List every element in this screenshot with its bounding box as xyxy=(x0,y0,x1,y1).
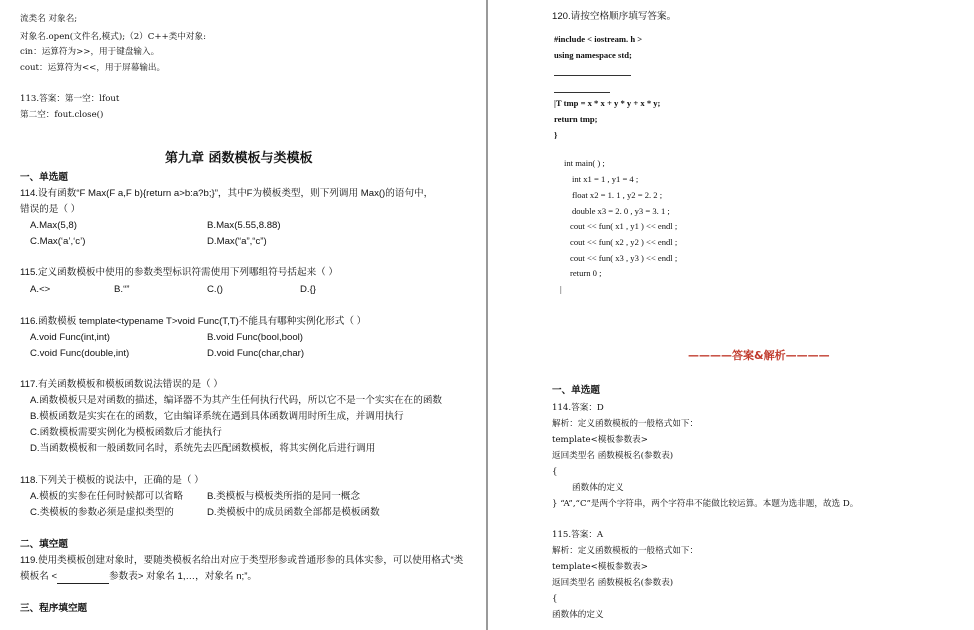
option: A.模板的实参在任何时候都可以省略 xyxy=(30,491,183,502)
note-line: cout：运算符为<<，用于屏幕输出。 xyxy=(20,63,166,73)
answer-line: 115.答案：A xyxy=(552,530,604,540)
question-stem-line xyxy=(20,570,257,584)
code-blank xyxy=(554,75,631,76)
question-stem: 115.定义函数模板中使用的参数类型标识符需使用下列哪组符号括起来（ ） xyxy=(20,267,339,278)
option: D.当函数模板和一般函数同名时，系统先去匹配函数模板，将其实例化后进行调用 xyxy=(30,443,376,454)
code-line: int x1 = 1 , y1 = 4 ; xyxy=(572,174,639,184)
option: B.void Func(bool,bool) xyxy=(207,332,303,343)
answer-line: 解析：定义函数模板的一般格式如下： xyxy=(552,546,699,556)
code-line: | xyxy=(560,284,562,294)
option: B.Max(5.55,8.88) xyxy=(207,220,281,231)
code-line: |T tmp = x * x + y * y + x * y; xyxy=(554,98,661,108)
question-stem: 118.下列关于模板的说法中，正确的是（ ） xyxy=(20,475,204,486)
chapter-title: 第九章 函数模板与类模板 xyxy=(165,151,313,166)
question-stem: 120.请按空格顺序填写答案。 xyxy=(552,11,677,22)
code-line: using namespace std; xyxy=(554,50,632,60)
question-stem: 错误的是（ ） xyxy=(20,204,81,215)
section-heading: 二、填空题 xyxy=(20,539,68,550)
answer-line: 函数体的定义 xyxy=(572,483,624,493)
option: C.函数模板需要实例化为模板函数后才能执行 xyxy=(30,427,222,438)
option: B.“” xyxy=(114,284,130,295)
option: A.<> xyxy=(30,284,51,295)
option: D.类模板中的成员函数全部都是模板函数 xyxy=(207,507,380,518)
fill-blank xyxy=(57,573,109,584)
option: A.void Func(int,int) xyxy=(30,332,110,343)
code-line: } xyxy=(554,130,558,140)
option: A.函数模板只是对函数的描述，编译器不为其产生任何执行代码，所以它不是一个实实在在的函数 xyxy=(30,395,443,406)
option: C.void Func(double,int) xyxy=(30,348,130,359)
question-stem: 117.有关函数模板和模板函数说法错误的是（ ） xyxy=(20,379,223,390)
answer-section-header: ————答案&解析———— xyxy=(688,349,830,362)
code-line: cout << fun( x2 , y2 ) << endl ; xyxy=(570,237,678,247)
code-line: double x3 = 2. 0 , y3 = 3. 1 ; xyxy=(572,206,670,216)
answer-line: template<模板参数表> xyxy=(552,435,648,445)
section-heading: 一、单选题 xyxy=(552,385,600,396)
answer-line: template<模板参数表> xyxy=(552,562,648,572)
option: C.() xyxy=(207,284,223,295)
option: B.模板函数是实实在在的函数，它由编译系统在遇到具体函数调用时所生成，并调用执行 xyxy=(30,411,404,422)
option: D.{} xyxy=(300,284,317,295)
fill-prefix: 模板名 < xyxy=(20,571,58,582)
answer-113-second: 第二空：fout.close() xyxy=(20,110,104,120)
question-stem: 119.使用类模板创建对象时，要随类模板名给出对应于类型形参或普通形参的具体实参，可以使用格式“类 xyxy=(20,555,464,566)
option: D.Max(“a”,“c”) xyxy=(207,236,267,247)
section-heading: 一、单选题 xyxy=(20,172,68,183)
option: D.void Func(char,char) xyxy=(207,348,305,359)
question-stem: 114.设有函数“F Max(F a,F b){return a>b:a?b;}”，其中F为模板类型，则下列调用 Max()的语句中， xyxy=(20,188,434,199)
answer-line: } “A”,“C”是两个字符串，两个字符串不能做比较运算。本题为选非题，故选 D。 xyxy=(552,499,859,509)
code-blank xyxy=(554,92,610,93)
answer-line: 返回类型名 函数模板名(参数表) xyxy=(552,451,674,461)
code-line: #include < iostream. h > xyxy=(554,34,643,44)
left-page xyxy=(0,0,486,630)
note-line: 对象名.open(文件名,模式);（2）C++类中对象: xyxy=(20,32,207,42)
section-heading: 三、程序填空题 xyxy=(20,603,88,614)
code-line: float x2 = 1. 1 , y2 = 2. 2 ; xyxy=(572,190,663,200)
right-page xyxy=(488,0,974,630)
answer-line: { xyxy=(552,594,558,604)
answer-line: { xyxy=(552,467,558,477)
answer-line: 114.答案：D xyxy=(552,403,604,413)
answer-113: 113.答案：第一空：lfout xyxy=(20,94,120,104)
code-line: cout << fun( x1 , y1 ) << endl ; xyxy=(570,221,678,231)
question-stem: 116.函数模板 template<typename T>void Func(T,T)不能具有哪种实例化形式（ ） xyxy=(20,316,367,327)
code-line: return 0 ; xyxy=(570,268,602,278)
option: A.Max(5,8) xyxy=(30,220,77,231)
option: C.类模板的参数必须是虚拟类型的 xyxy=(30,507,174,518)
note-line: cin：运算符为>>，用于键盘输入。 xyxy=(20,47,160,57)
code-line: cout << fun( x3 , y3 ) << endl ; xyxy=(570,253,678,263)
code-line: int main( ) ; xyxy=(564,158,605,168)
option: C.Max(‘a’,‘c’) xyxy=(30,236,86,247)
option: B.类模板与模板类所指的是同一概念 xyxy=(207,491,360,502)
answer-line: 返回类型名 函数模板名(参数表) xyxy=(552,578,674,588)
fill-suffix: 参数表> 对象名 1,…，对象名 n;”。 xyxy=(109,571,257,582)
answer-line: 函数体的定义 xyxy=(552,610,604,620)
answer-line: 解析：定义函数模板的一般格式如下： xyxy=(552,419,699,429)
note-line: 流类名 对象名; xyxy=(20,14,78,24)
code-line: return tmp; xyxy=(554,114,598,124)
